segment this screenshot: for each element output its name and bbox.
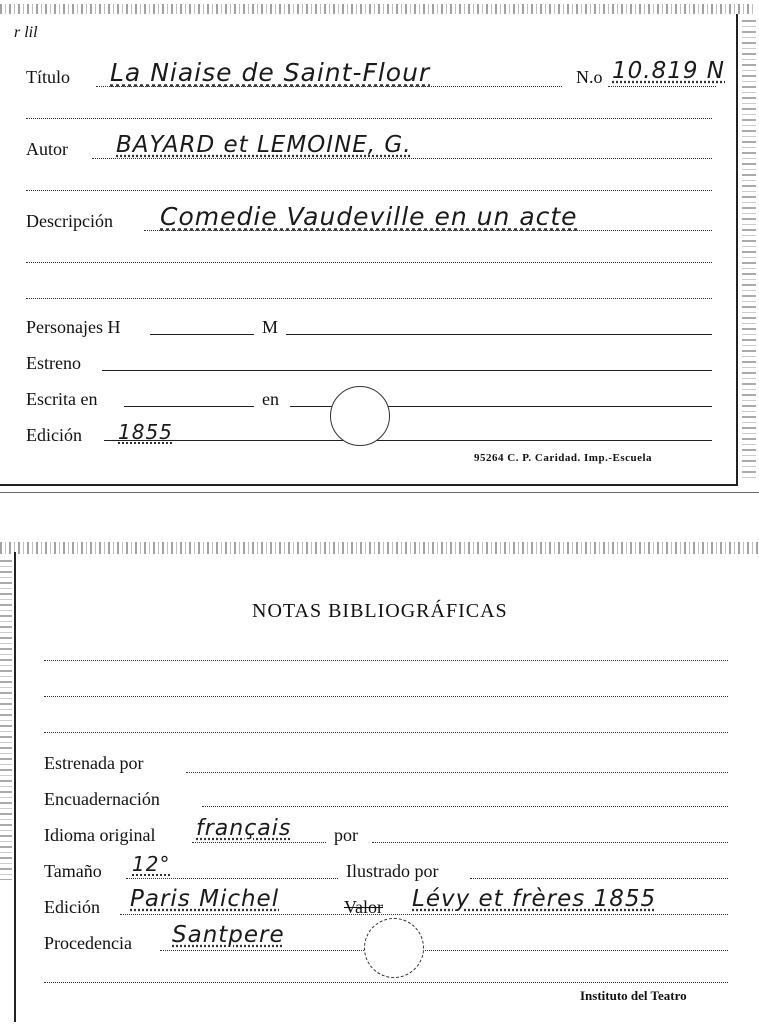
numero-value: 10.819 N [612, 58, 725, 84]
valor-label: Valor [344, 897, 383, 917]
personajes-m-label: M [262, 317, 279, 337]
ilustrado-label: Ilustrado por [346, 861, 439, 881]
card-shadow-line [0, 492, 759, 493]
encuadernacion-label: Encuadernación [44, 789, 160, 809]
punch-hole [364, 918, 424, 978]
titulo-extra-line [26, 118, 712, 119]
card-right-edge-noise [742, 20, 756, 480]
descripcion-extra-line-2 [26, 298, 712, 299]
ilustrado-line [470, 878, 728, 879]
notas-line-1 [44, 660, 728, 661]
card-bottom-border [0, 484, 738, 486]
edicion-back-line [120, 914, 728, 915]
tamano-value: 12° [132, 852, 171, 876]
estrenada-label: Estrenada por [44, 753, 144, 773]
edicion-value-1: Paris Michel [130, 886, 280, 912]
tamano-line [126, 878, 338, 879]
numero-line [608, 86, 716, 87]
personajes-h-line [150, 334, 254, 335]
descripcion-label: Descripción [26, 211, 113, 231]
personajes-m-line [286, 334, 712, 335]
estrenada-line [186, 772, 728, 773]
corner-pencil-mark: r lil [14, 24, 38, 41]
procedencia-value: Santpere [172, 922, 285, 948]
escrita-label: Escrita en [26, 389, 98, 409]
autor-extra-line [26, 190, 712, 191]
tamano-label: Tamaño [44, 861, 102, 881]
titulo-label: Título [26, 67, 70, 87]
card-left-border [14, 552, 16, 1022]
card-top-edge-noise [0, 4, 755, 14]
punch-hole [330, 386, 390, 446]
idioma-label: Idioma original [44, 825, 156, 845]
notas-heading: NOTAS BIBLIOGRÁFICAS [252, 600, 508, 622]
final-line [44, 982, 728, 983]
por-line [372, 842, 728, 843]
procedencia-label: Procedencia [44, 933, 132, 953]
institute-name: Instituto del Teatro [580, 988, 687, 1003]
edicion-back-label: Edición [44, 897, 100, 917]
edicion-value: 1855 [118, 420, 173, 444]
personajes-label: Personajes H [26, 317, 121, 337]
autor-label: Autor [26, 139, 68, 159]
edicion-label: Edición [26, 425, 82, 445]
card-top-edge-noise [0, 542, 759, 554]
printer-imprint: 95264 C. P. Caridad. Imp.-Escuela [474, 452, 653, 464]
edicion-value-2: Lévy et frères 1855 [412, 886, 657, 912]
descripcion-extra-line-1 [26, 262, 712, 263]
notas-line-2 [44, 696, 728, 697]
por-label: por [334, 825, 358, 845]
catalog-card-front [0, 0, 759, 495]
titulo-value: La Niaise de Saint-Flour [110, 58, 431, 87]
card-left-edge-noise [0, 560, 12, 880]
estreno-label: Estreno [26, 353, 81, 373]
idioma-value: français [196, 816, 292, 841]
autor-line [92, 158, 712, 159]
descripcion-value: Comedie Vaudeville en un acte [160, 202, 578, 231]
catalog-card-back [0, 540, 759, 1028]
numero-label: N.o [576, 67, 603, 87]
escrita-line [124, 406, 254, 407]
card-right-border [736, 14, 738, 484]
encuadernacion-line [202, 806, 728, 807]
notas-line-3 [44, 732, 728, 733]
procedencia-line [160, 950, 728, 951]
edicion-line [104, 440, 712, 441]
escrita-en2-label: en [262, 389, 279, 409]
idioma-line [192, 842, 326, 843]
estreno-line [102, 370, 712, 371]
autor-value: BAYARD et LEMOINE, G. [116, 132, 412, 158]
